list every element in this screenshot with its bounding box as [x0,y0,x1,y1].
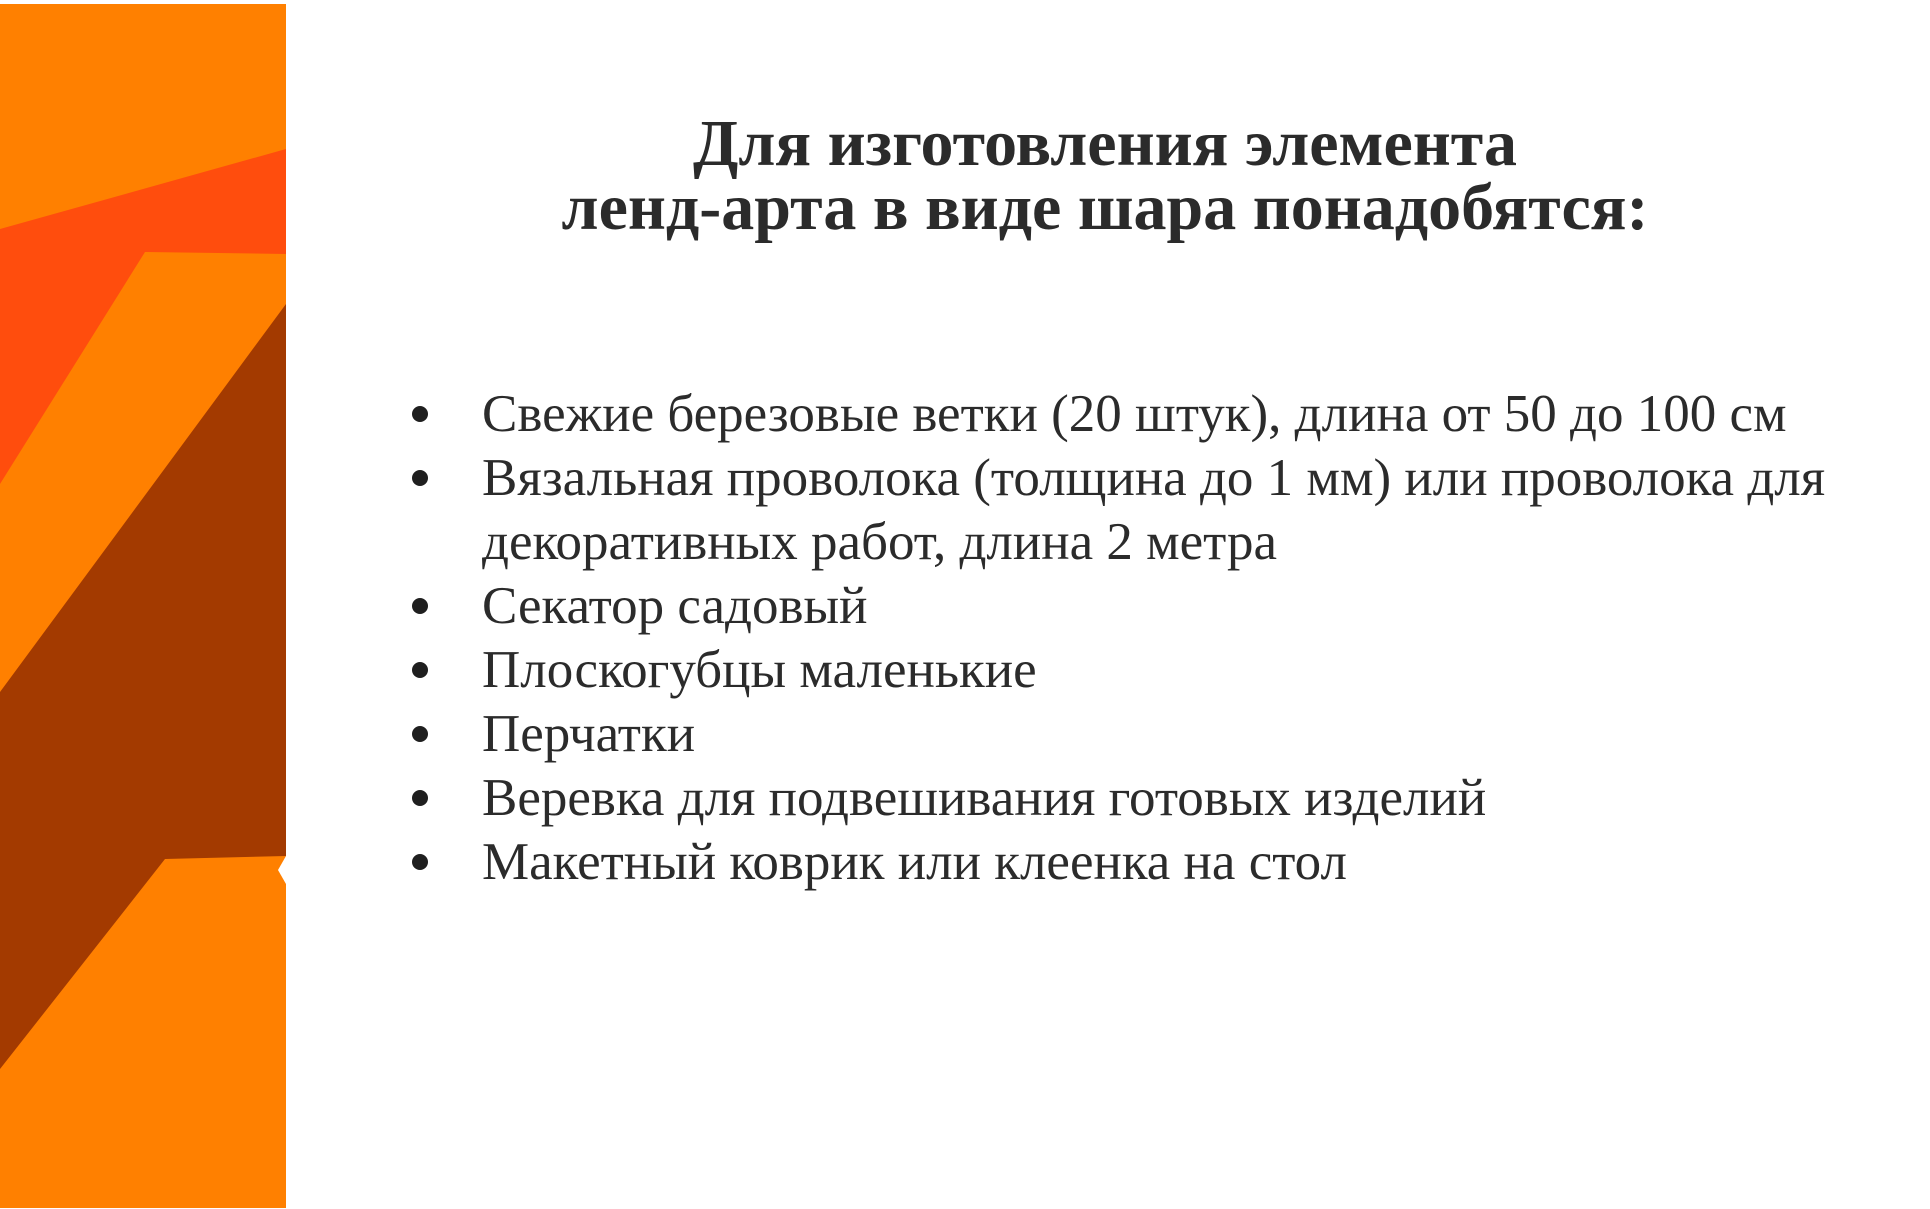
decorative-side-band [0,4,286,1208]
list-item-text: Плоскогубцы маленькие [482,641,1037,699]
disc-bullet-icon [412,790,428,806]
disc-bullet-icon [412,854,428,870]
slide-title-line-2: ленд-арта в виде шара понадобятся: [561,171,1649,244]
side-band-graphic [0,4,286,1208]
list-item [400,382,1900,446]
list-item [400,830,1900,894]
list-item-text: Вязальная проволока (толщина до 1 мм) или проволока для декоративных работ, длина 2 метра [482,449,1826,571]
list-item [400,574,1900,638]
list-item [400,638,1900,702]
disc-bullet-icon [412,470,428,486]
list-item-text: Макетный коврик или клеенка на стол [482,833,1347,891]
list-item [400,702,1900,766]
materials-list [400,382,1900,894]
disc-bullet-icon [412,598,428,614]
disc-bullet-icon [412,662,428,678]
list-item-text: Свежие березовые ветки (20 штук), длина от 50 до 100 см [482,385,1787,443]
list-item-text: Веревка для подвешивания готовых изделий [482,769,1487,827]
disc-bullet-icon [412,406,428,422]
list-item-text: Перчатки [482,705,696,763]
disc-bullet-icon [412,726,428,742]
slide-title-line-1: Для изготовления элемента [692,107,1518,180]
list-item [400,446,1900,574]
list-item-text: Секатор садовый [482,577,868,635]
slide-title [420,107,1790,244]
list-item [400,766,1900,830]
